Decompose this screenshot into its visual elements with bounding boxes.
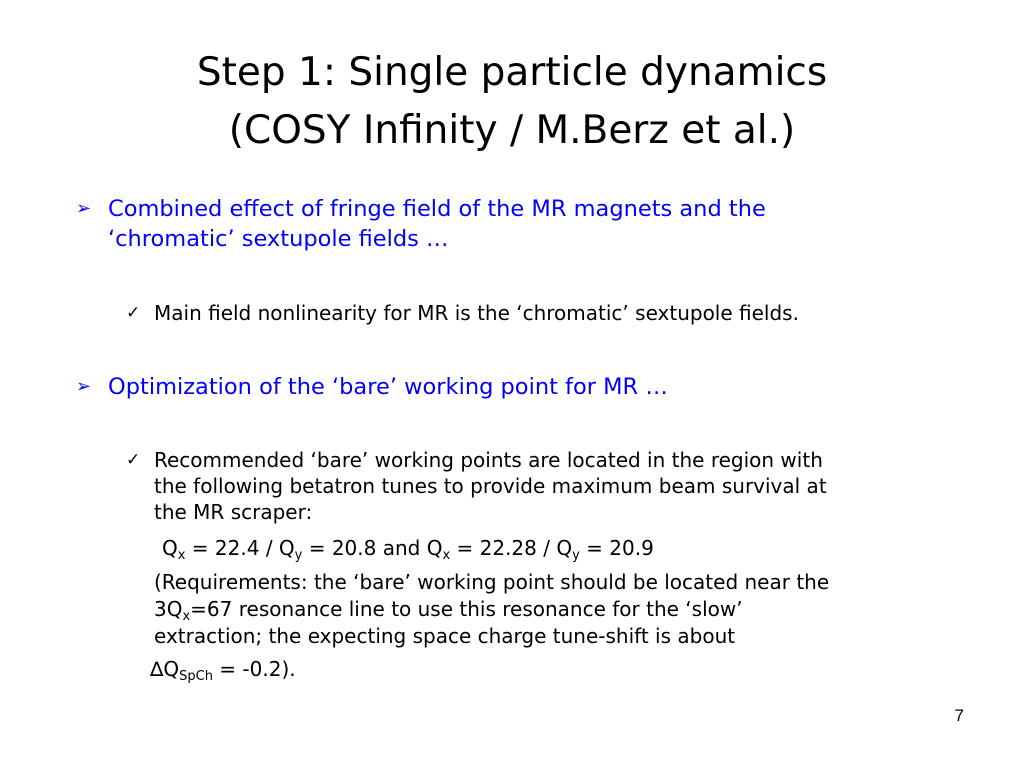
requirements-part: =67 resonance line to use this resonance for the ‘slow’ [190, 597, 743, 621]
bullet-text-line2: ‘chromatic’ sextupole fields … [108, 226, 449, 252]
arrow-bullet-icon: ➢ [76, 376, 92, 397]
formula-part: Q [162, 536, 178, 560]
bullet-text-line1: Optimization of the ‘bare’ working point for MR … [108, 374, 668, 400]
formula-sub: x [442, 548, 451, 563]
formula-part: = 20.8 and Q [302, 536, 443, 560]
subbullet-text-line2: the following betatron tunes to provide maximum beam survival at [154, 474, 827, 498]
formula-part: = 22.4 / Q [185, 536, 295, 560]
formula-part: = 22.28 / Q [450, 536, 573, 560]
requirements-part: = -0.2). [212, 657, 296, 681]
subbullet-text-line3: the MR scraper: [154, 500, 313, 524]
checkmark-icon: ✓ [126, 450, 141, 470]
slide-title [0, 44, 1024, 160]
requirements-text: (Requirements: the ‘bare’ working point should be located near the [154, 570, 830, 594]
requirements-sub: SpCh [179, 669, 213, 684]
requirements-sub: x [182, 609, 191, 624]
requirements-text: extraction; the expecting space charge tune-shift is about [154, 624, 736, 648]
page-number: 7 [954, 706, 964, 725]
checkmark-icon: ✓ [126, 303, 141, 323]
subbullet-text: Main field nonlinearity for MR is the ‘chromatic’ sextupole fields. [154, 301, 799, 325]
arrow-bullet-icon: ➢ [76, 198, 92, 219]
subbullet-text-line1: Recommended ‘bare’ working points are located in the region with [154, 448, 823, 472]
requirements-part: ∆Q [150, 657, 180, 681]
formula-part: = 20.9 [579, 536, 654, 560]
requirements-part: 3Q [154, 597, 183, 621]
formula-sub: y [572, 548, 580, 563]
bullet-text-line1: Combined effect of fringe field of the MR magnets and the [108, 196, 766, 222]
slide-title-line1: Step 1: Single particle dynamics [196, 50, 828, 95]
slide-title-line2: (COSY Infinity / M.Berz et al.) [228, 108, 796, 153]
formula-sub: x [177, 548, 186, 563]
formula-sub: y [294, 548, 303, 563]
